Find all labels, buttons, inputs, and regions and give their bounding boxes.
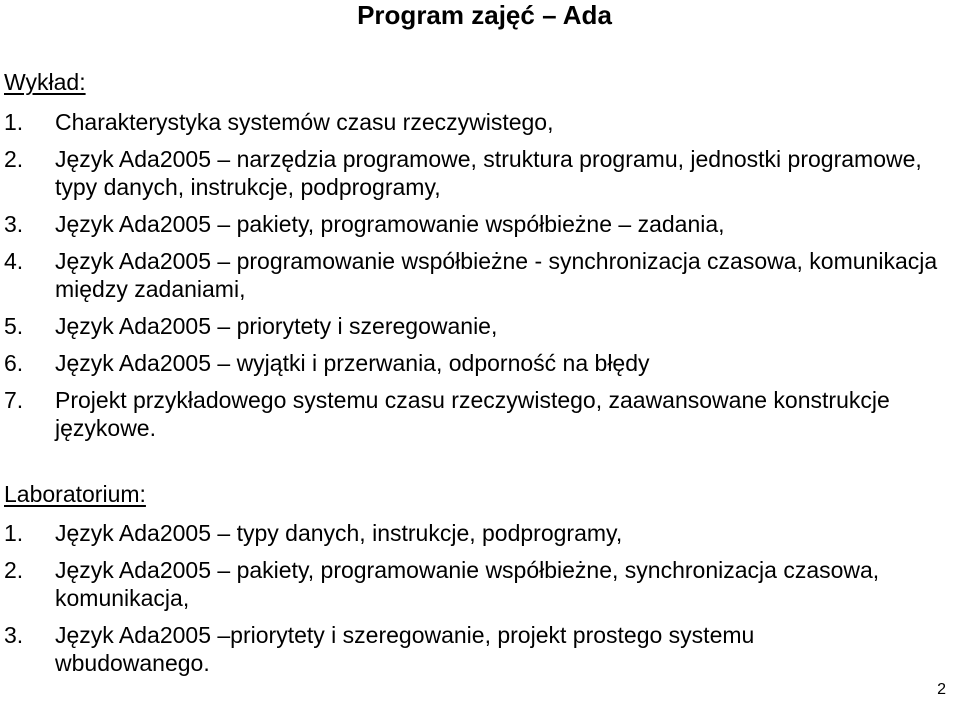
page-title: Program zajęć – Ada bbox=[357, 0, 612, 30]
lecture-list bbox=[0, 108, 950, 442]
section-heading-laboratorium: Laboratorium: bbox=[4, 481, 146, 507]
list-item bbox=[0, 210, 950, 238]
list-item bbox=[0, 145, 950, 201]
list-item-number: 7. bbox=[4, 387, 24, 413]
list-item-text: Charakterystyka systemów czasu rzeczywistego, bbox=[55, 109, 554, 135]
list-item-text: Język Ada2005 – priorytety i szeregowanie, bbox=[55, 313, 498, 339]
list-item bbox=[0, 247, 950, 303]
list-item bbox=[0, 312, 950, 340]
page-number: 2 bbox=[937, 681, 946, 698]
list-item bbox=[0, 621, 935, 677]
list-item-number: 3. bbox=[4, 211, 24, 237]
list-item bbox=[0, 386, 950, 442]
list-item-number: 2. bbox=[4, 557, 24, 583]
list-item-number: 1. bbox=[4, 109, 24, 135]
list-item-text: Język Ada2005 – wyjątki i przerwania, odporność na błędy bbox=[55, 350, 650, 376]
list-item-text: Język Ada2005 – narzędzia programowe, struktura programu, jednostki programowe, typy danych, instrukcje, podprogramy, bbox=[55, 146, 922, 200]
list-item-text: Język Ada2005 – typy danych, instrukcje, podprogramy, bbox=[55, 520, 623, 546]
lab-list bbox=[0, 519, 935, 677]
section-heading-wyklad: Wykład: bbox=[4, 69, 86, 95]
list-item-text: Projekt przykładowego systemu czasu rzeczywistego, zaawansowane konstrukcje językowe. bbox=[55, 387, 890, 441]
list-item-number: 6. bbox=[4, 350, 24, 376]
list-item-text: Język Ada2005 –priorytety i szeregowanie, projekt prostego systemu wbudowanego. bbox=[55, 622, 755, 676]
list-item bbox=[0, 349, 950, 377]
list-item-number: 3. bbox=[4, 622, 24, 648]
list-item-text: Język Ada2005 – programowanie współbieżne - synchronizacja czasowa, komunikacja między zadaniami, bbox=[55, 248, 938, 302]
list-item-text: Język Ada2005 – pakiety, programowanie współbieżne, synchronizacja czasowa, komunikacja, bbox=[55, 557, 880, 611]
list-item bbox=[0, 108, 950, 136]
list-item-number: 2. bbox=[4, 146, 24, 172]
list-item-text: Język Ada2005 – pakiety, programowanie współbieżne – zadania, bbox=[55, 211, 725, 237]
list-item-number: 4. bbox=[4, 248, 24, 274]
list-item-number: 1. bbox=[4, 520, 24, 546]
list-item bbox=[0, 556, 935, 612]
list-item bbox=[0, 519, 935, 547]
list-item-number: 5. bbox=[4, 313, 24, 339]
